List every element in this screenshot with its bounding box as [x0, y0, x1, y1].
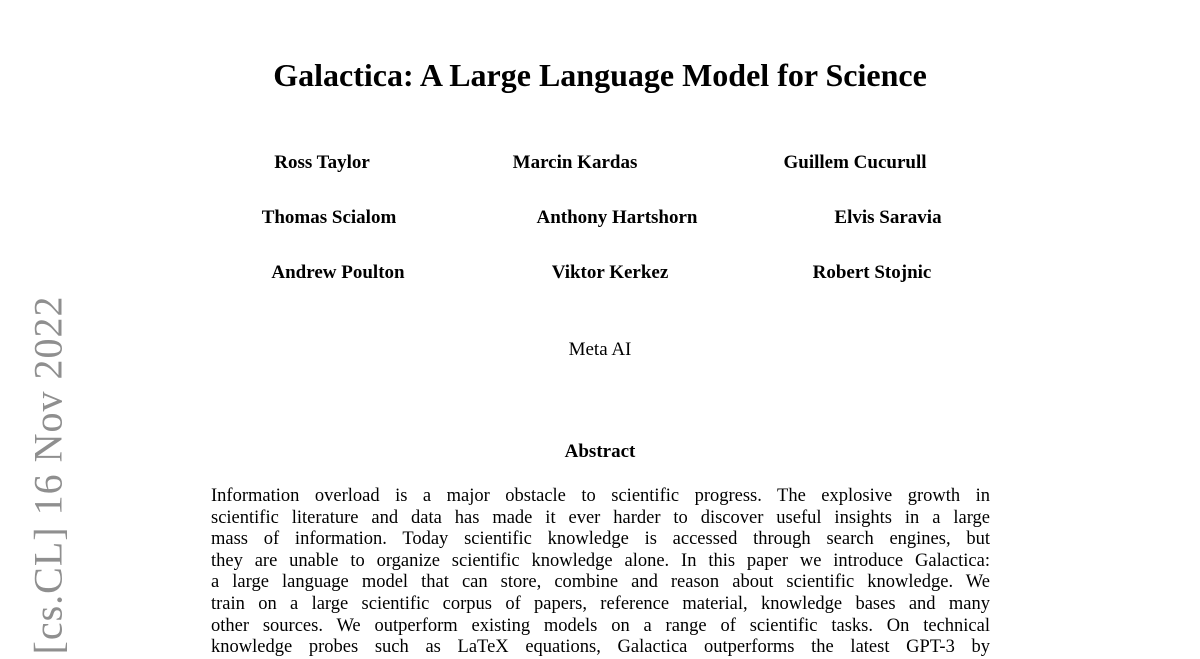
abstract-line: knowledge probes such as LaTeX equations, Galactica outperforms the latest GPT-3 by	[211, 637, 990, 658]
author-name: Elvis Saravia	[834, 207, 942, 228]
abstract-line: mass of information. Today scientific knowledge is accessed through search engines, but	[211, 529, 990, 550]
abstract-line: they are unable to organize scientific knowledge alone. In this paper we introduce Galactica:	[211, 550, 990, 571]
author-name: Anthony Hartshorn	[536, 207, 698, 228]
author-name: Ross Taylor	[274, 152, 370, 173]
author-name: Thomas Scialom	[261, 207, 397, 228]
abstract-heading: Abstract	[564, 441, 636, 462]
paper-title: Galactica: A Large Language Model for Science	[273, 57, 927, 93]
author-name: Guillem Cucurull	[783, 152, 927, 173]
abstract-line: Information overload is a major obstacle to scientific progress. The explosive growth in	[211, 486, 990, 506]
abstract-body	[211, 486, 990, 659]
author-name: Viktor Kerkez	[551, 262, 669, 283]
abstract-line: other sources. We outperform existing models on a range of scientific tasks. On technical	[211, 615, 990, 636]
author-name: Robert Stojnic	[812, 262, 932, 283]
author-affiliation: Meta AI	[568, 339, 632, 360]
arxiv-identifier-stamp: [cs.CL] 16 Nov 2022	[25, 295, 71, 655]
abstract-line: scientific literature and data has made it ever harder to discover useful insights in a large	[211, 507, 990, 528]
abstract-line: a large language model that can store, combine and reason about scientific knowledge. We	[211, 572, 990, 593]
abstract-line: train on a large scientific corpus of papers, reference material, knowledge bases and many	[211, 593, 990, 614]
author-name: Marcin Kardas	[512, 152, 638, 173]
author-name: Andrew Poulton	[271, 262, 405, 283]
